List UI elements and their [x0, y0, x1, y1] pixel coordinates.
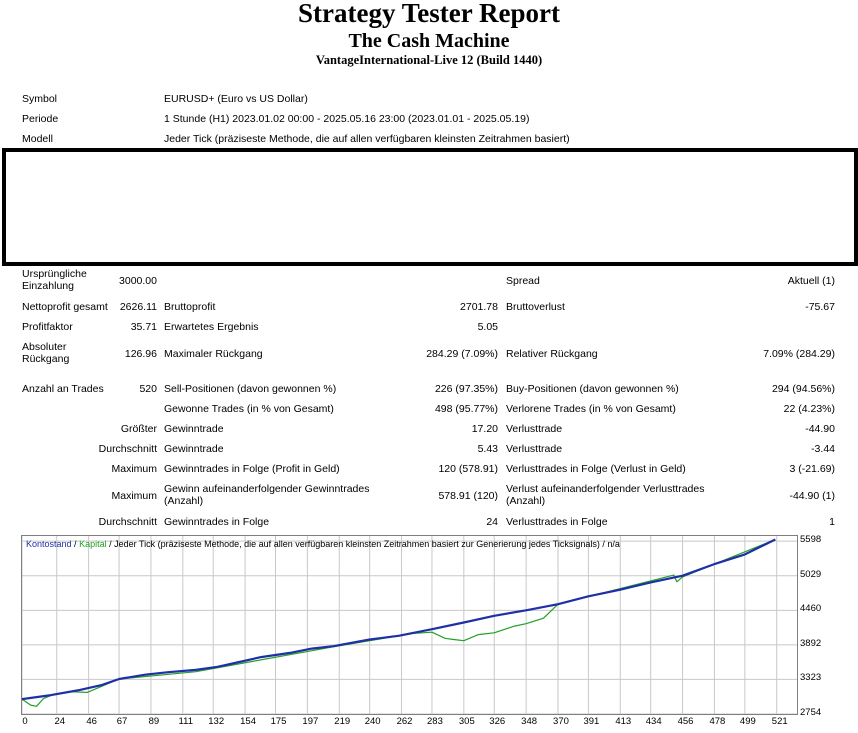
- x-tick-label: 154: [240, 716, 257, 727]
- abs-drawdown-label: Absoluter Rückgang: [22, 341, 70, 365]
- model-label: Modell: [22, 133, 53, 145]
- gross-loss-label: Bruttoverlust: [506, 301, 565, 313]
- avg-consec-losses-value: 1: [829, 516, 835, 528]
- max-consec-profit-value: 578.91 (120): [438, 490, 498, 502]
- avg-win-value: 5.43: [477, 443, 498, 455]
- loss-trades-label: Verlorene Trades (in % von Gesamt): [506, 403, 676, 415]
- max-drawdown-label: Maximaler Rückgang: [164, 348, 263, 360]
- total-trades-value: 520: [139, 383, 157, 395]
- max-consec-loss-label: Verlust aufeinanderfolgender Verlusttrades (Anzahl): [506, 483, 705, 507]
- x-tick-label: 521: [771, 716, 788, 727]
- x-tick-label: 391: [583, 716, 600, 727]
- x-tick-label: 111: [178, 716, 194, 727]
- legend-balance: Kontostand: [26, 539, 72, 549]
- legend-sep2: /: [106, 539, 115, 549]
- max-consec-profit-label: Gewinn aufeinanderfolgender Gewinntrades (Anzahl): [164, 483, 370, 507]
- largest-win-value: 17.20: [471, 423, 498, 435]
- chart-legend: [26, 539, 620, 549]
- largest-loss-label: Verlusttrade: [506, 423, 563, 435]
- y-tick-label: 3892: [800, 637, 822, 649]
- profit-factor-label: Profitfaktor: [22, 321, 73, 333]
- loss-trades-value: 22 (4.23%): [783, 403, 835, 415]
- legend-text: Jeder Tick (präziseste Methode, die auf allen verfügbaren kleinsten Zeitrahmen basiert zur Generierung jedes Ticksignals) / n/a: [114, 539, 620, 549]
- average2-label: Durchschnitt: [98, 516, 157, 528]
- short-positions-label: Sell-Positionen (davon gewonnen %): [164, 383, 337, 395]
- x-tick-label: 0: [22, 716, 28, 727]
- x-tick-label: 305: [458, 716, 475, 727]
- x-tick-label: 132: [208, 716, 225, 727]
- expected-payoff-label: Erwartetes Ergebnis: [164, 321, 259, 333]
- balance-line: [22, 540, 775, 700]
- max-consec-losses-label: Verlusttrades in Folge (Verlust in Geld): [506, 463, 686, 475]
- y-tick-label: 3323: [800, 672, 822, 684]
- period-value: 1 Stunde (H1) 2023.01.02 00:00 - 2025.05.16 23:00 (2023.01.01 - 2025.05.19): [164, 113, 530, 125]
- y-tick-label: 5029: [800, 568, 822, 580]
- short-positions-value: 226 (97.35%): [434, 383, 498, 395]
- redacted-parameters-box: [2, 148, 858, 266]
- largest-win-label: Gewinntrade: [164, 423, 224, 435]
- initial-deposit-value: 3000.00: [119, 275, 157, 287]
- symbol-value: EURUSD+ (Euro vs US Dollar): [164, 93, 308, 105]
- x-tick-label: 434: [645, 716, 662, 727]
- long-positions-value: 294 (94.56%): [771, 383, 835, 395]
- max-consec-wins-label: Gewinntrades in Folge (Profit in Geld): [164, 463, 340, 475]
- x-tick-label: 197: [302, 716, 319, 727]
- legend-equity: Kapital: [79, 539, 107, 549]
- rel-drawdown-value: 7.09% (284.29): [763, 348, 835, 360]
- gross-profit-value: 2701.78: [460, 301, 498, 313]
- avg-win-label: Gewinntrade: [164, 443, 224, 455]
- largest-label: Größter: [120, 423, 157, 435]
- x-tick-label: 262: [396, 716, 413, 727]
- max-drawdown-value: 284.29 (7.09%): [426, 348, 498, 360]
- win-trades-label: Gewonne Trades (in % von Gesamt): [164, 403, 334, 415]
- x-tick-label: 348: [521, 716, 538, 727]
- maximum-label: Maximum: [111, 463, 157, 475]
- x-tick-label: 89: [148, 716, 160, 727]
- win-trades-value: 498 (95.77%): [434, 403, 498, 415]
- x-tick-label: 175: [270, 716, 287, 727]
- x-tick-label: 219: [334, 716, 351, 727]
- abs-drawdown-value: 126.96: [124, 348, 157, 360]
- net-profit-label: Nettoprofit gesamt: [22, 301, 108, 313]
- spread-value: Aktuell (1): [787, 275, 835, 287]
- avg-loss-label: Verlusttrade: [506, 443, 563, 455]
- long-positions-label: Buy-Positionen (davon gewonnen %): [506, 383, 679, 395]
- initial-deposit-label: Ursprüngliche Einzahlung: [22, 268, 87, 292]
- avg-loss-value: -3.44: [811, 443, 835, 455]
- rel-drawdown-label: Relativer Rückgang: [506, 348, 598, 360]
- maximum2-label: Maximum: [111, 490, 157, 502]
- max-consec-loss-value: -44.90 (1): [789, 490, 835, 502]
- x-tick-label: 478: [709, 716, 726, 727]
- equity-line: [22, 540, 775, 707]
- net-profit-value: 2626.11: [119, 301, 157, 313]
- avg-consec-losses-label: Verlusttrades in Folge: [506, 516, 608, 528]
- expected-payoff-value: 5.05: [477, 321, 498, 333]
- model-value: Jeder Tick (präziseste Methode, die auf allen verfügbaren kleinsten Zeitrahmen basiert): [164, 133, 570, 145]
- max-consec-losses-value: 3 (-21.69): [789, 463, 835, 475]
- balance-chart: [21, 535, 798, 715]
- largest-loss-value: -44.90: [805, 423, 835, 435]
- x-tick-label: 283: [427, 716, 443, 727]
- y-tick-label: 2754: [800, 707, 822, 718]
- x-tick-label: 67: [116, 716, 128, 727]
- x-tick-label: 370: [553, 716, 569, 727]
- avg-consec-wins-label: Gewinntrades in Folge: [164, 516, 270, 528]
- spread-label: Spread: [506, 275, 540, 287]
- symbol-label: Symbol: [22, 93, 58, 105]
- gross-profit-label: Bruttoprofit: [164, 301, 216, 313]
- x-tick-label: 24: [54, 716, 66, 727]
- x-tick-label: 240: [364, 716, 381, 727]
- x-tick-label: 326: [489, 716, 506, 727]
- x-tick-label: 456: [677, 716, 694, 727]
- y-tick-label: 4460: [800, 603, 822, 615]
- average-label: Durchschnitt: [98, 443, 157, 455]
- x-tick-label: 46: [86, 716, 97, 727]
- max-consec-wins-value: 120 (578.91): [438, 463, 498, 475]
- server-info: VantageInternational-Live 12 (Build 1440): [315, 53, 543, 67]
- avg-consec-wins-value: 24: [486, 516, 498, 528]
- total-trades-label: Anzahl an Trades: [22, 383, 104, 395]
- x-tick-label: 499: [739, 716, 756, 727]
- legend-sep1: /: [71, 539, 80, 549]
- x-tick-label: 413: [615, 716, 632, 727]
- report-subtitle: The Cash Machine: [348, 30, 510, 52]
- chart-plot: [22, 536, 797, 714]
- report-title: Strategy Tester Report: [298, 0, 560, 28]
- gross-loss-value: -75.67: [805, 301, 835, 313]
- period-label: Periode: [22, 113, 59, 125]
- y-tick-label: 5598: [800, 534, 822, 546]
- profit-factor-value: 35.71: [130, 321, 157, 333]
